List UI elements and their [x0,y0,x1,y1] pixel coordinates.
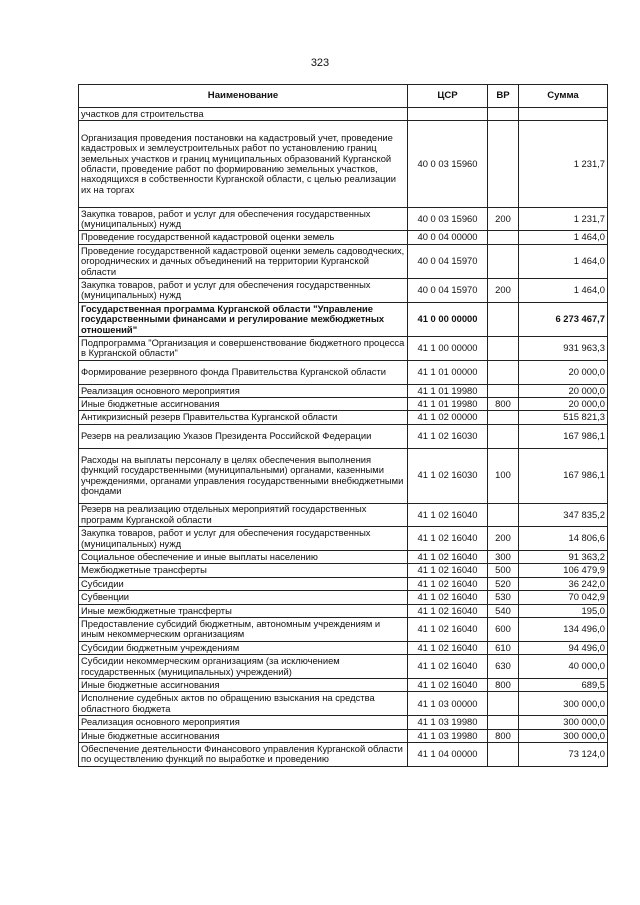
row-sum-cell: 300 000,0 [519,729,608,742]
row-csr-cell: 41 1 02 16040 [408,679,488,692]
row-vr-cell: 610 [488,641,519,654]
row-csr-cell: 41 1 00 00000 [408,336,488,360]
row-sum-cell: 1 464,0 [519,244,608,278]
table-row [79,577,608,590]
row-sum-cell: 36 242,0 [519,577,608,590]
row-name-cell: Исполнение судебных актов по обращению взыскания на средства областного бюджета [79,692,408,716]
row-csr-cell: 40 0 04 15970 [408,278,488,302]
row-csr-cell: 41 1 02 16030 [408,424,488,448]
row-sum-cell: 1 464,0 [519,278,608,302]
row-csr-cell: 41 1 02 16040 [408,604,488,617]
row-sum-cell: 689,5 [519,679,608,692]
row-name-cell: Обеспечение деятельности Финансового управления Курганской области по осуществлению функций по выработке и проведению [79,743,408,767]
table-row [79,618,608,642]
table-row [79,527,608,551]
table-row [79,743,608,767]
row-csr-cell: 40 0 04 00000 [408,231,488,244]
row-csr-cell: 41 1 01 00000 [408,360,488,384]
row-csr-cell: 41 0 00 00000 [408,302,488,336]
row-name-cell: Иные бюджетные ассигнования [79,679,408,692]
row-sum-cell: 931 963,3 [519,336,608,360]
row-vr-cell: 800 [488,679,519,692]
table-row [79,551,608,564]
table-row [79,641,608,654]
row-name-cell: Иные межбюджетные трансферты [79,604,408,617]
header-vr: ВР [488,85,519,108]
row-sum-cell: 94 496,0 [519,641,608,654]
row-vr-cell: 800 [488,397,519,410]
row-sum-cell: 91 363,2 [519,551,608,564]
row-name-cell: Формирование резервного фонда Правительства Курганской области [79,360,408,384]
row-name-cell: участков для строительства [79,108,408,121]
row-vr-cell: 300 [488,551,519,564]
row-name-cell: Субвенции [79,591,408,604]
row-vr-cell: 800 [488,729,519,742]
row-name-cell: Резерв на реализацию отдельных мероприятий государственных программ Курганской области [79,503,408,527]
row-csr-cell: 41 1 02 16040 [408,577,488,590]
table-row [79,655,608,679]
table-row [79,503,608,527]
table-row [79,231,608,244]
row-csr-cell: 41 1 04 00000 [408,743,488,767]
row-name-cell: Проведение государственной кадастровой оценки земель [79,231,408,244]
row-sum-cell: 20 000,0 [519,360,608,384]
row-csr-cell: 41 1 01 19980 [408,384,488,397]
table-row [79,716,608,729]
row-sum-cell [519,108,608,121]
row-vr-cell: 500 [488,564,519,577]
row-vr-cell [488,743,519,767]
row-name-cell: Субсидии некоммерческим организациям (за исключением государственных (муниципальных) учреждений) [79,655,408,679]
row-name-cell: Межбюджетные трансферты [79,564,408,577]
row-vr-cell [488,411,519,424]
row-name-cell: Организация проведения постановки на кадастровый учет, проведение кадастровых и землеустроительных работ по установлению границ земельных участков и границ муниципальных образований Курганской области, проведение работ по формированию земельных участков, находящихся в собственности Курганской области, с целью реализации их на торгах [79,121,408,207]
row-name-cell: Иные бюджетные ассигнования [79,729,408,742]
row-vr-cell: 530 [488,591,519,604]
row-csr-cell: 41 1 02 16040 [408,641,488,654]
table-row [79,564,608,577]
row-csr-cell: 40 0 03 15960 [408,121,488,207]
table-row [79,411,608,424]
row-csr-cell: 41 1 03 00000 [408,692,488,716]
row-vr-cell [488,121,519,207]
row-vr-cell: 540 [488,604,519,617]
row-sum-cell: 20 000,0 [519,397,608,410]
row-csr-cell: 41 1 02 16040 [408,527,488,551]
row-sum-cell: 300 000,0 [519,692,608,716]
page-number: 323 [310,57,330,69]
row-csr-cell: 41 1 02 16040 [408,503,488,527]
row-sum-cell: 195,0 [519,604,608,617]
row-name-cell: Резерв на реализацию Указов Президента Российской Федерации [79,424,408,448]
row-vr-cell [488,716,519,729]
table-row [79,384,608,397]
row-vr-cell [488,244,519,278]
table-row [79,692,608,716]
row-csr-cell: 40 0 03 15960 [408,207,488,231]
row-sum-cell: 6 273 467,7 [519,302,608,336]
header-sum: Сумма [519,85,608,108]
table-row [79,121,608,207]
table-row [79,448,608,503]
row-sum-cell: 1 464,0 [519,231,608,244]
row-name-cell: Иные бюджетные ассигнования [79,397,408,410]
row-vr-cell [488,503,519,527]
table-row [79,604,608,617]
budget-table [78,84,608,767]
row-vr-cell: 520 [488,577,519,590]
row-sum-cell: 167 986,1 [519,448,608,503]
row-name-cell: Субсидии бюджетным учреждениям [79,641,408,654]
row-name-cell: Закупка товаров, работ и услуг для обеспечения государственных (муниципальных) нужд [79,278,408,302]
table-row [79,244,608,278]
row-name-cell: Подпрограмма "Организация и совершенствование бюджетного процесса в Курганской области" [79,336,408,360]
table-row [79,424,608,448]
row-name-cell: Проведение государственной кадастровой оценки земель садоводческих, огороднических и дачных объединений на территории Курганской области [79,244,408,278]
row-name-cell: Реализация основного мероприятия [79,716,408,729]
header-csr: ЦСР [408,85,488,108]
table-row [79,207,608,231]
row-vr-cell [488,302,519,336]
row-vr-cell [488,360,519,384]
row-vr-cell [488,231,519,244]
table-header-row [79,85,608,108]
row-sum-cell: 134 496,0 [519,618,608,642]
row-vr-cell: 200 [488,278,519,302]
table-row [79,302,608,336]
row-name-cell: Государственная программа Курганской области "Управление государственными финансами и регулирование межбюджетных отношений" [79,302,408,336]
row-vr-cell [488,692,519,716]
row-name-cell: Реализация основного мероприятия [79,384,408,397]
row-csr-cell: 41 1 01 19980 [408,397,488,410]
row-sum-cell: 300 000,0 [519,716,608,729]
row-csr-cell: 41 1 03 19980 [408,716,488,729]
row-sum-cell: 70 042,9 [519,591,608,604]
row-name-cell: Антикризисный резерв Правительства Курганской области [79,411,408,424]
row-vr-cell: 100 [488,448,519,503]
row-csr-cell [408,108,488,121]
row-csr-cell: 40 0 04 15970 [408,244,488,278]
row-vr-cell [488,108,519,121]
row-vr-cell: 200 [488,207,519,231]
row-csr-cell: 41 1 02 16040 [408,591,488,604]
table-row [79,360,608,384]
row-csr-cell: 41 1 02 16040 [408,551,488,564]
row-vr-cell: 630 [488,655,519,679]
row-sum-cell: 1 231,7 [519,207,608,231]
row-name-cell: Субсидии [79,577,408,590]
row-csr-cell: 41 1 02 16040 [408,655,488,679]
row-vr-cell: 200 [488,527,519,551]
row-vr-cell: 600 [488,618,519,642]
row-name-cell: Расходы на выплаты персоналу в целях обеспечения выполнения функций государственными (муниципальными) органами, казенными учреждениями, органами управления государственными внебюджетными фондами [79,448,408,503]
row-name-cell: Закупка товаров, работ и услуг для обеспечения государственных (муниципальных) нужд [79,207,408,231]
row-sum-cell: 73 124,0 [519,743,608,767]
row-sum-cell: 14 806,6 [519,527,608,551]
header-name: Наименование [79,85,408,108]
table-row [79,336,608,360]
row-vr-cell [488,384,519,397]
table-row [79,679,608,692]
table-row [79,397,608,410]
row-csr-cell: 41 1 03 19980 [408,729,488,742]
row-csr-cell: 41 1 02 16040 [408,618,488,642]
row-sum-cell: 20 000,0 [519,384,608,397]
row-csr-cell: 41 1 02 00000 [408,411,488,424]
row-sum-cell: 515 821,3 [519,411,608,424]
row-sum-cell: 1 231,7 [519,121,608,207]
row-csr-cell: 41 1 02 16030 [408,448,488,503]
row-sum-cell: 347 835,2 [519,503,608,527]
row-sum-cell: 40 000,0 [519,655,608,679]
row-name-cell: Закупка товаров, работ и услуг для обеспечения государственных (муниципальных) нужд [79,527,408,551]
table-row [79,278,608,302]
row-name-cell: Предоставление субсидий бюджетным, автономным учреждениям и иным некоммерческим организациям [79,618,408,642]
table-body [79,108,608,767]
row-sum-cell: 106 479,9 [519,564,608,577]
table-row [79,729,608,742]
table-row [79,591,608,604]
row-sum-cell: 167 986,1 [519,424,608,448]
row-vr-cell [488,336,519,360]
row-vr-cell [488,424,519,448]
row-csr-cell: 41 1 02 16040 [408,564,488,577]
row-name-cell: Социальное обеспечение и иные выплаты населению [79,551,408,564]
table-row [79,108,608,121]
